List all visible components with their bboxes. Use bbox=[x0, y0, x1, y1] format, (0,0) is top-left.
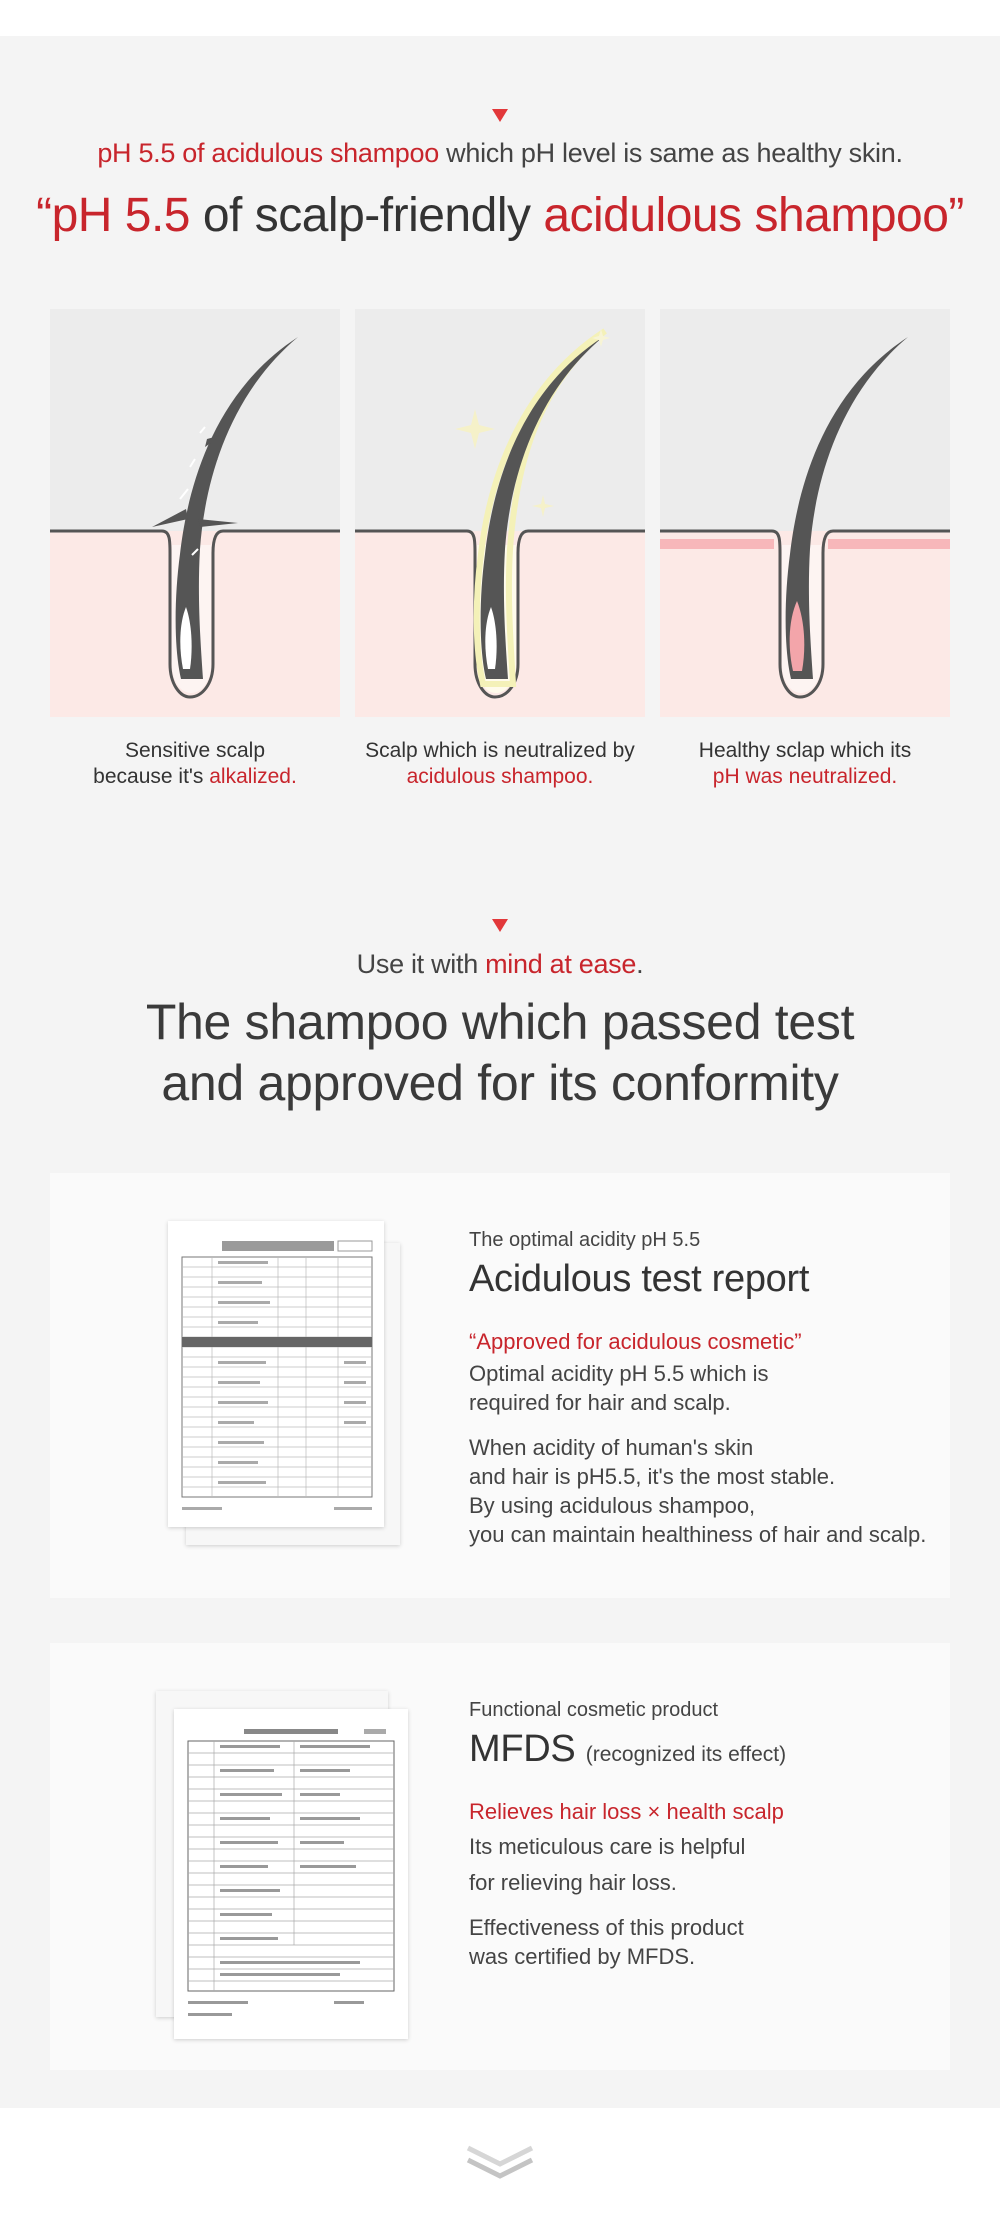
paragraph-line: for relieving hair loss. bbox=[469, 1870, 677, 1895]
card-paragraph bbox=[469, 1359, 926, 1417]
caption-line bbox=[660, 764, 950, 790]
test-title-line: and approved for its conformity bbox=[161, 1055, 839, 1111]
mfds-card bbox=[50, 1643, 950, 2070]
ph-subtitle-rest: which pH level is same as healthy skin. bbox=[438, 138, 903, 168]
test-subtitle-highlight: mind at ease bbox=[485, 949, 637, 979]
card-highlight: Relieves hair loss × health scalp bbox=[469, 1799, 784, 1824]
acidulous-report-document-image bbox=[168, 1221, 384, 1527]
caption-highlight: acidulous shampoo. bbox=[406, 765, 594, 788]
card-title-note: (recognized its effect) bbox=[585, 1743, 787, 1766]
card-title: Acidulous test report bbox=[469, 1258, 810, 1300]
ph-title-open-quote: “ bbox=[36, 189, 52, 242]
paragraph-line: Effectiveness of this product bbox=[469, 1915, 744, 1940]
caption-healthy-scalp bbox=[660, 738, 950, 790]
neutralized-hair-illustration bbox=[355, 309, 645, 717]
paragraph-line: Optimal acidity pH 5.5 which is bbox=[469, 1361, 769, 1386]
ph-subtitle-highlight: pH 5.5 of acidulous shampoo bbox=[97, 138, 439, 168]
acidulous-test-card bbox=[50, 1173, 950, 1598]
ph-title-middle: of scalp-friendly bbox=[190, 189, 544, 242]
test-subtitle-end: . bbox=[636, 949, 644, 979]
damaged-hair-illustration bbox=[50, 309, 340, 717]
mfds-report-document-image bbox=[174, 1709, 408, 2039]
test-subtitle bbox=[0, 949, 1000, 980]
panel-neutralized-scalp bbox=[355, 309, 645, 717]
acidulous-card-text bbox=[469, 1229, 926, 1549]
mfds-table-icon bbox=[174, 1709, 408, 2039]
panel-healthy-scalp bbox=[660, 309, 950, 717]
section-marker-triangle-icon bbox=[492, 919, 508, 932]
ph-title-ph: pH 5.5 bbox=[51, 189, 190, 242]
caption-plain: because it's bbox=[93, 765, 210, 788]
scroll-down-chevron-icon[interactable] bbox=[465, 2142, 535, 2184]
card-kicker: Functional cosmetic product bbox=[469, 1699, 719, 1721]
paragraph-line: Its meticulous care is helpful bbox=[469, 1834, 746, 1859]
paragraph-line: required for hair and scalp. bbox=[469, 1390, 731, 1415]
caption-line: Sensitive scalp bbox=[124, 739, 266, 762]
card-paragraph bbox=[469, 1829, 786, 1901]
section-marker-triangle-icon bbox=[492, 109, 508, 122]
paragraph-line: By using acidulous shampoo, bbox=[469, 1493, 756, 1518]
test-title-line: The shampoo which passed test bbox=[145, 994, 855, 1050]
caption-line: Scalp which is neutralized by bbox=[365, 739, 635, 762]
caption-line bbox=[50, 764, 340, 790]
ph-subtitle bbox=[0, 138, 1000, 169]
paragraph-line: When acidity of human's skin bbox=[469, 1435, 754, 1460]
card-title-main: MFDS bbox=[469, 1728, 576, 1770]
card-paragraph bbox=[469, 1433, 926, 1549]
ph-title-close-quote: ” bbox=[948, 189, 964, 242]
report-table-icon bbox=[168, 1221, 384, 1527]
card-highlight-quote: “Approved for acidulous cosmetic” bbox=[469, 1329, 802, 1354]
caption-highlight: alkalized. bbox=[209, 765, 297, 788]
caption-line bbox=[355, 764, 645, 790]
card-paragraph bbox=[469, 1913, 786, 1971]
test-title bbox=[0, 992, 1000, 1114]
caption-neutralized-scalp bbox=[355, 738, 645, 790]
healthy-hair-illustration bbox=[660, 309, 950, 717]
paragraph-line: and hair is pH5.5, it's the most stable. bbox=[469, 1464, 836, 1489]
paragraph-line: you can maintain healthiness of hair and scalp. bbox=[469, 1522, 927, 1547]
caption-line: Healthy sclap which its bbox=[698, 739, 912, 762]
caption-highlight: pH was neutralized. bbox=[712, 765, 898, 788]
mfds-card-text bbox=[469, 1699, 786, 1971]
panel-sensitive-scalp bbox=[50, 309, 340, 717]
card-title bbox=[469, 1728, 786, 1771]
paragraph-line: was certified by MFDS. bbox=[469, 1944, 696, 1969]
card-kicker: The optimal acidity pH 5.5 bbox=[469, 1229, 701, 1251]
ph-title bbox=[0, 188, 1000, 243]
caption-sensitive-scalp bbox=[50, 738, 340, 790]
ph-title-highlight: acidulous shampoo bbox=[543, 189, 949, 242]
test-subtitle-plain: Use it with bbox=[356, 949, 486, 979]
